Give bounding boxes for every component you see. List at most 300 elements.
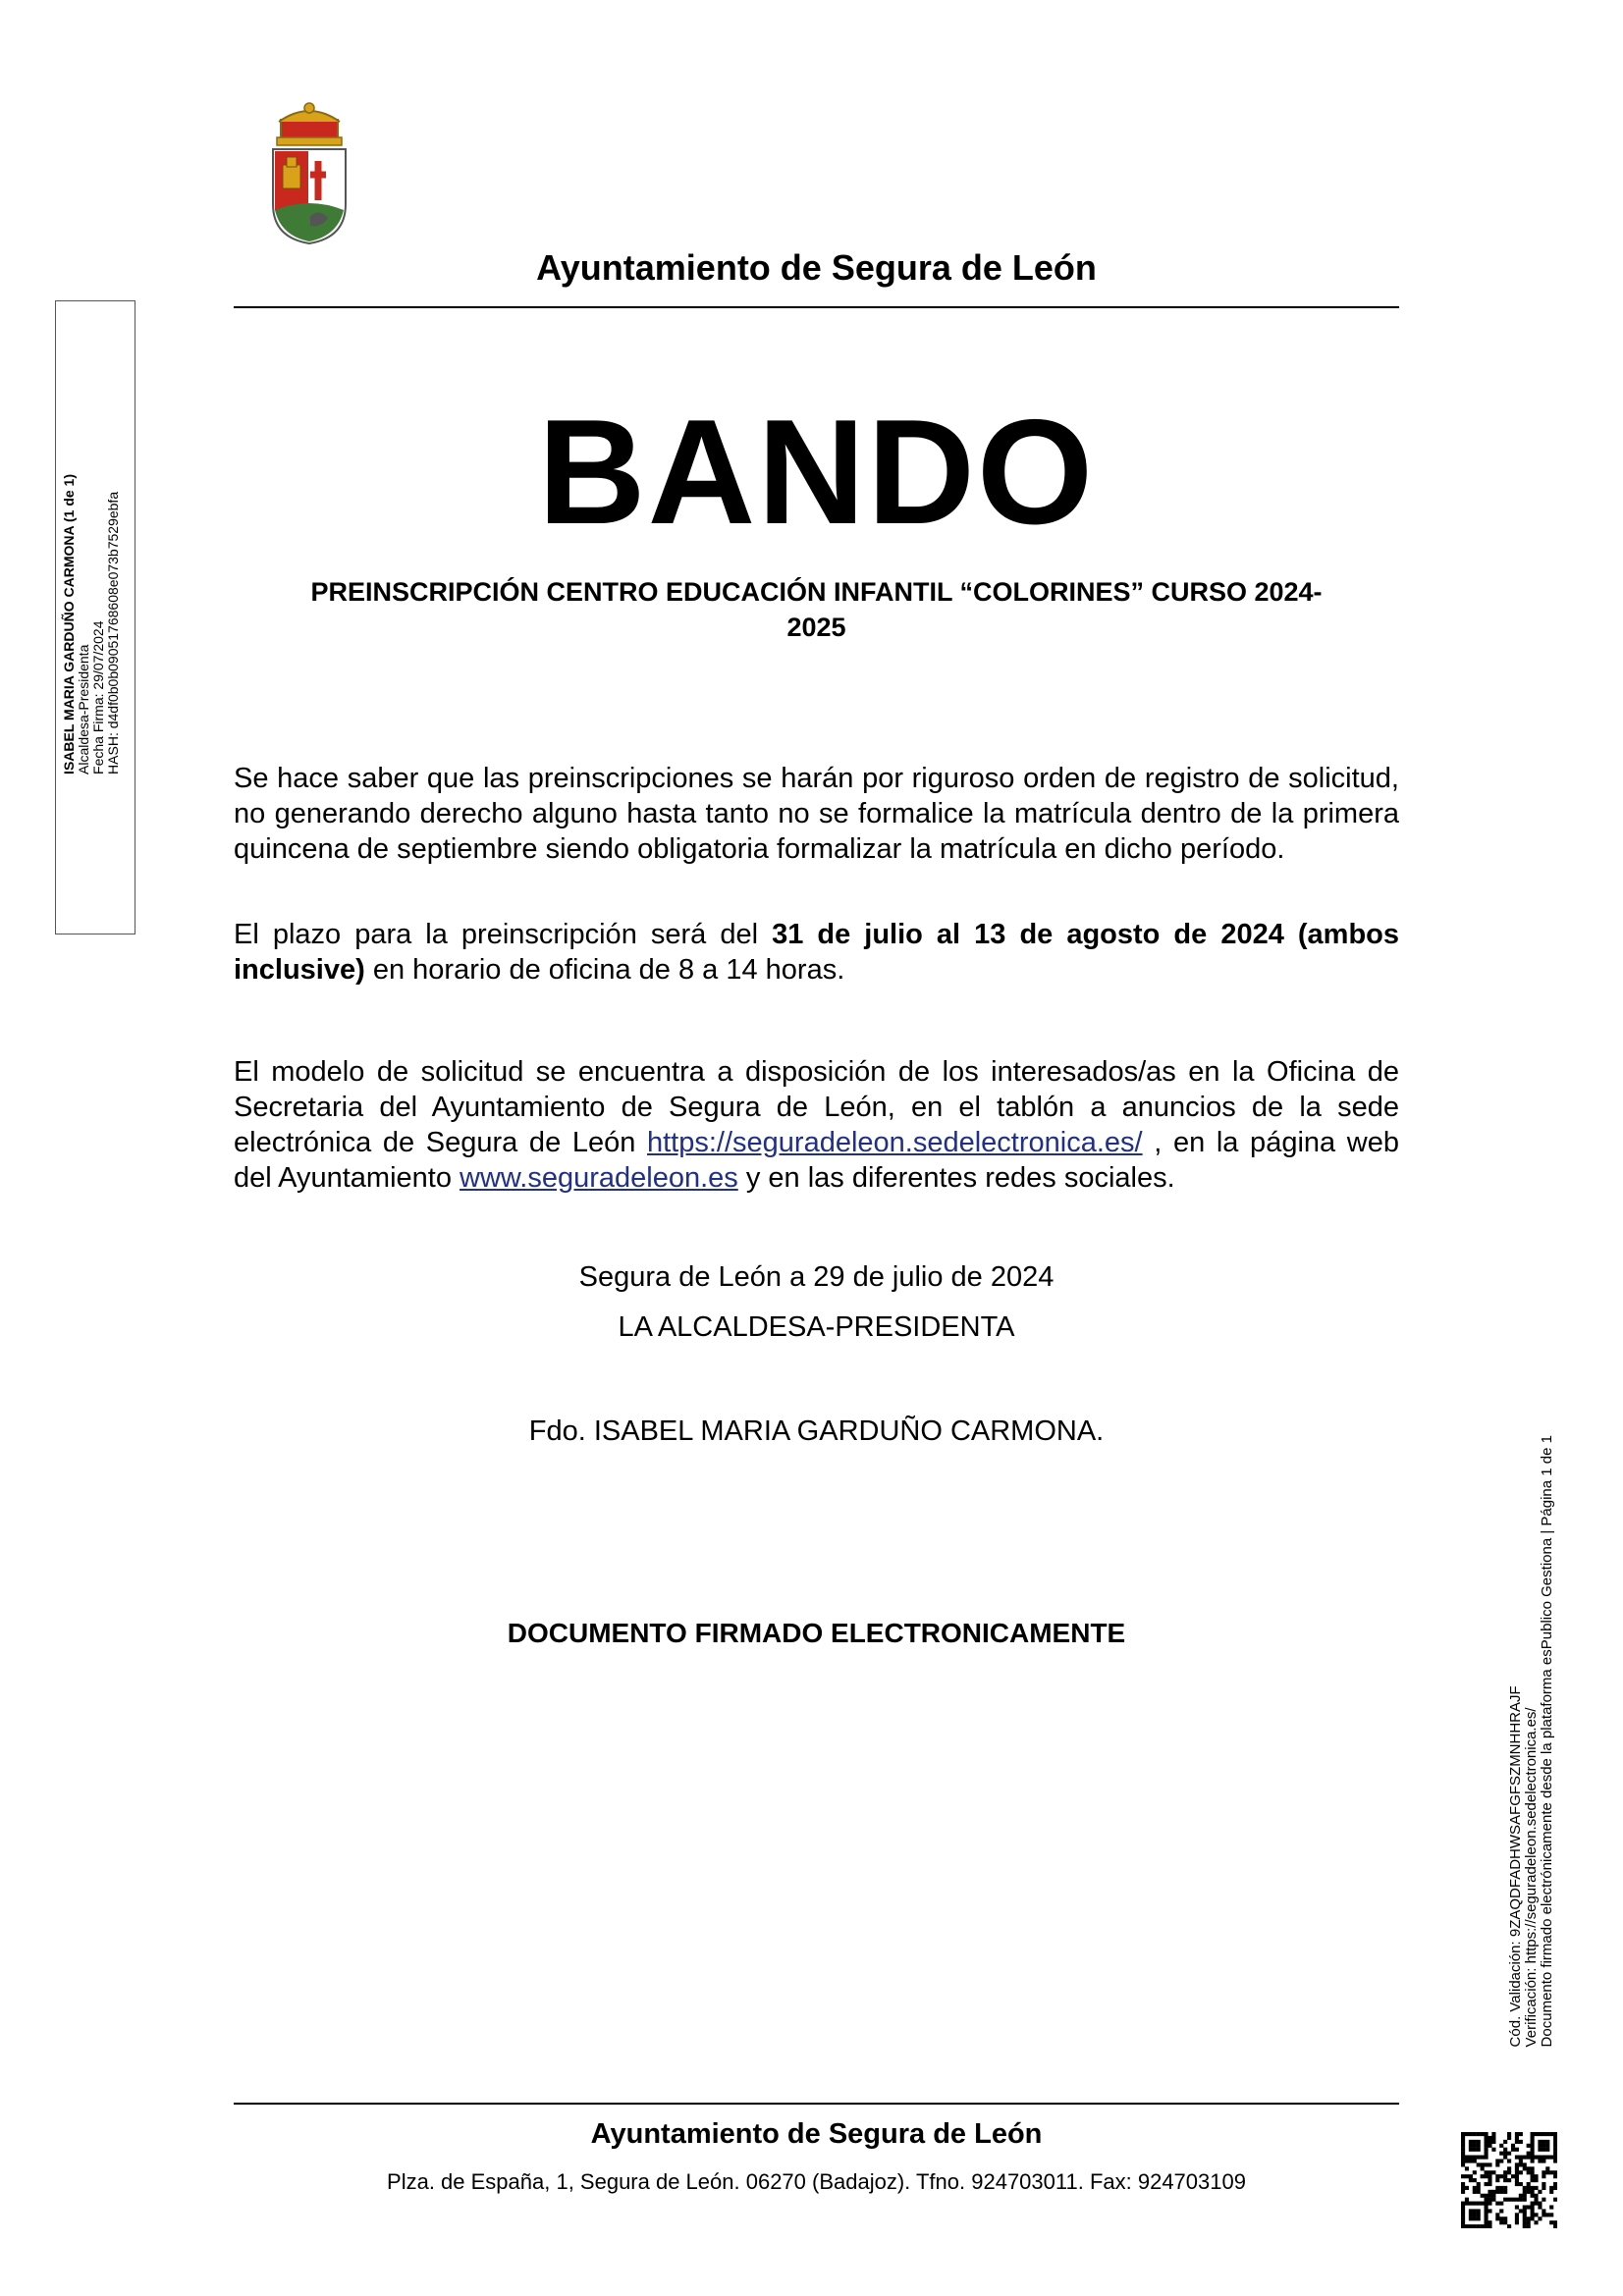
qr-module bbox=[1481, 2224, 1485, 2228]
qr-module bbox=[1499, 2202, 1503, 2206]
qr-module bbox=[1461, 2163, 1465, 2166]
qr-module bbox=[1553, 2198, 1557, 2202]
signature-hash: HASH: d4df0b0b09051768608e073b7529ebfa bbox=[105, 491, 121, 774]
qr-module bbox=[1519, 2159, 1523, 2163]
qr-module bbox=[1488, 2202, 1491, 2206]
qr-module bbox=[1488, 2224, 1491, 2228]
qr-module bbox=[1499, 2152, 1503, 2156]
qr-module bbox=[1499, 2174, 1503, 2178]
qr-module bbox=[1553, 2140, 1557, 2144]
qr-module bbox=[1485, 2209, 1488, 2213]
qr-module bbox=[1477, 2132, 1481, 2136]
qr-module bbox=[1461, 2205, 1465, 2209]
validation-text bbox=[1508, 1435, 1555, 2047]
qr-module bbox=[1488, 2209, 1491, 2213]
qr-module bbox=[1485, 2216, 1488, 2220]
qr-module bbox=[1473, 2159, 1477, 2163]
qr-module bbox=[1545, 2140, 1549, 2144]
qr-module bbox=[1553, 2152, 1557, 2156]
qr-module bbox=[1534, 2202, 1538, 2206]
qr-module bbox=[1495, 2213, 1499, 2216]
qr-module bbox=[1515, 2178, 1519, 2182]
qr-module bbox=[1495, 2216, 1499, 2220]
qr-module bbox=[1545, 2213, 1549, 2216]
qr-module bbox=[1519, 2182, 1523, 2186]
signer-role-title: LA ALCALDESA-PRESIDENTA bbox=[618, 1311, 1015, 1343]
qr-module bbox=[1495, 2202, 1499, 2206]
qr-module bbox=[1469, 2216, 1473, 2220]
qr-module bbox=[1538, 2159, 1542, 2163]
qr-module bbox=[1523, 2163, 1527, 2166]
qr-module bbox=[1531, 2186, 1535, 2190]
qr-module bbox=[1527, 2205, 1531, 2209]
qr-module bbox=[1523, 2156, 1527, 2160]
qr-module bbox=[1534, 2194, 1538, 2198]
qr-module bbox=[1531, 2144, 1535, 2148]
qr-module bbox=[1499, 2220, 1503, 2224]
qr-module bbox=[1553, 2224, 1557, 2228]
qr-module bbox=[1519, 2194, 1523, 2198]
qr-module bbox=[1519, 2140, 1523, 2144]
qr-module bbox=[1495, 2159, 1499, 2163]
qr-module bbox=[1477, 2202, 1481, 2206]
qr-module bbox=[1538, 2148, 1542, 2152]
qr-module bbox=[1527, 2156, 1531, 2160]
form-text-1: El modelo de solicitud se encuentra a disposición de los interesados/as en la Oficina de Secretaria del Ayuntamiento de Segura de León, en el tablón a anuncios de la sede electrónica de Segura de León bbox=[234, 1056, 1399, 1158]
qr-module bbox=[1491, 2132, 1495, 2136]
qr-module bbox=[1473, 2170, 1477, 2174]
qr-module bbox=[1481, 2163, 1485, 2166]
qr-module bbox=[1491, 2140, 1495, 2144]
qr-module bbox=[1515, 2140, 1519, 2144]
footer-divider bbox=[234, 2103, 1399, 2105]
qr-module bbox=[1527, 2170, 1531, 2174]
qr-module bbox=[1553, 2132, 1557, 2136]
qr-module bbox=[1545, 2144, 1549, 2148]
qr-module bbox=[1473, 2132, 1477, 2136]
qr-module bbox=[1503, 2216, 1507, 2220]
qr-module bbox=[1507, 2198, 1511, 2202]
qr-module bbox=[1477, 2216, 1481, 2220]
qr-module bbox=[1495, 2190, 1499, 2194]
qr-module bbox=[1469, 2148, 1473, 2152]
qr-module bbox=[1495, 2163, 1499, 2166]
qr-module bbox=[1538, 2144, 1542, 2148]
qr-module bbox=[1503, 2152, 1507, 2156]
qr-module bbox=[1531, 2216, 1535, 2220]
qr-module bbox=[1523, 2224, 1527, 2228]
qr-module bbox=[1485, 2174, 1488, 2178]
qr-module bbox=[1515, 2163, 1519, 2166]
qr-module bbox=[1477, 2224, 1481, 2228]
qr-module bbox=[1485, 2163, 1488, 2166]
qr-module bbox=[1507, 2166, 1511, 2170]
qr-module bbox=[1488, 2182, 1491, 2186]
qr-module bbox=[1465, 2202, 1469, 2206]
qr-module bbox=[1553, 2148, 1557, 2152]
qr-module bbox=[1461, 2213, 1465, 2216]
qr-module bbox=[1477, 2213, 1481, 2216]
qr-module bbox=[1519, 2132, 1523, 2136]
qr-module bbox=[1534, 2174, 1538, 2178]
validation-platform: Documento firmado electrónicamente desde la plataforma esPublico Gestiona | Página 1 de 1 bbox=[1539, 1435, 1555, 2048]
subtitle-line-1: PREINSCRIPCIÓN CENTRO EDUCACIÓN INFANTIL “COLORINES” CURSO 2024- bbox=[310, 577, 1323, 607]
qr-module bbox=[1515, 2198, 1519, 2202]
qr-module bbox=[1534, 2156, 1538, 2160]
document-subtitle bbox=[234, 574, 1399, 645]
qr-module bbox=[1473, 2216, 1477, 2220]
qr-module bbox=[1473, 2209, 1477, 2213]
signer-name: ISABEL MARIA GARDUÑO CARMONA (1 de 1) bbox=[61, 474, 77, 774]
qr-module bbox=[1531, 2136, 1535, 2140]
qr-module bbox=[1461, 2182, 1465, 2186]
qr-module bbox=[1465, 2159, 1469, 2163]
qr-module bbox=[1542, 2140, 1545, 2144]
header-title: Ayuntamiento de Segura de León bbox=[536, 247, 1097, 288]
qr-module bbox=[1511, 2198, 1515, 2202]
qr-module bbox=[1542, 2170, 1545, 2174]
place-date: Segura de León a 29 de julio de 2024 bbox=[578, 1261, 1055, 1293]
qr-module bbox=[1499, 2209, 1503, 2213]
qr-module bbox=[1507, 2159, 1511, 2163]
qr-module bbox=[1465, 2156, 1469, 2160]
qr-module bbox=[1542, 2209, 1545, 2213]
qr-module bbox=[1527, 2224, 1531, 2228]
qr-module bbox=[1473, 2186, 1477, 2190]
qr-module bbox=[1523, 2205, 1527, 2209]
paragraph-period bbox=[234, 917, 1399, 988]
qr-module bbox=[1549, 2190, 1553, 2194]
qr-module bbox=[1549, 2186, 1553, 2190]
sede-electronica-link[interactable]: https://seguradeleon.sedelectronica.es/ bbox=[647, 1127, 1143, 1158]
qr-module bbox=[1488, 2174, 1491, 2178]
paragraph-application-form bbox=[234, 1054, 1399, 1196]
signed-notice: DOCUMENTO FIRMADO ELECTRONICAMENTE bbox=[507, 1618, 1126, 1648]
qr-module bbox=[1549, 2213, 1553, 2216]
qr-module bbox=[1461, 2224, 1465, 2228]
qr-module bbox=[1511, 2148, 1515, 2152]
period-prefix: El plazo para la preinscripción será del bbox=[234, 919, 773, 950]
qr-module bbox=[1503, 2186, 1507, 2190]
qr-module bbox=[1485, 2152, 1488, 2156]
qr-module bbox=[1519, 2170, 1523, 2174]
qr-module bbox=[1488, 2198, 1491, 2202]
qr-module bbox=[1531, 2178, 1535, 2182]
qr-module bbox=[1534, 2186, 1538, 2190]
qr-module bbox=[1499, 2216, 1503, 2220]
qr-module bbox=[1515, 2132, 1519, 2136]
qr-module bbox=[1477, 2148, 1481, 2152]
signature-text bbox=[62, 474, 121, 774]
qr-module bbox=[1491, 2190, 1495, 2194]
qr-module bbox=[1515, 2148, 1519, 2152]
qr-module bbox=[1469, 2140, 1473, 2144]
qr-module bbox=[1469, 2174, 1473, 2178]
qr-module bbox=[1488, 2140, 1491, 2144]
qr-module bbox=[1485, 2136, 1488, 2140]
qr-module bbox=[1485, 2194, 1488, 2198]
qr-module bbox=[1507, 2170, 1511, 2174]
qr-module bbox=[1485, 2224, 1488, 2228]
qr-module bbox=[1545, 2156, 1549, 2160]
qr-module bbox=[1495, 2174, 1499, 2178]
qr-module bbox=[1531, 2148, 1535, 2152]
qr-module bbox=[1485, 2205, 1488, 2209]
qr-module bbox=[1553, 2186, 1557, 2190]
qr-module bbox=[1542, 2159, 1545, 2163]
qr-module bbox=[1531, 2194, 1535, 2198]
qr-module bbox=[1531, 2132, 1535, 2136]
qr-module bbox=[1553, 2144, 1557, 2148]
qr-module bbox=[1473, 2148, 1477, 2152]
qr-module bbox=[1527, 2152, 1531, 2156]
period-suffix: en horario de oficina de 8 a 14 horas. bbox=[364, 954, 845, 986]
qr-module bbox=[1553, 2174, 1557, 2178]
qr-module bbox=[1481, 2174, 1485, 2178]
qr-module bbox=[1545, 2132, 1549, 2136]
qr-module bbox=[1538, 2156, 1542, 2160]
qr-module bbox=[1538, 2205, 1542, 2209]
qr-module bbox=[1473, 2213, 1477, 2216]
qr-module bbox=[1495, 2186, 1499, 2190]
qr-module bbox=[1465, 2186, 1469, 2190]
qr-code-icon bbox=[1461, 2132, 1557, 2228]
qr-module bbox=[1477, 2156, 1481, 2160]
qr-module bbox=[1515, 2216, 1519, 2220]
qr-module bbox=[1531, 2213, 1535, 2216]
qr-module bbox=[1491, 2136, 1495, 2140]
qr-module bbox=[1531, 2190, 1535, 2194]
qr-module bbox=[1461, 2148, 1465, 2152]
qr-module bbox=[1527, 2220, 1531, 2224]
qr-module bbox=[1488, 2136, 1491, 2140]
qr-module bbox=[1515, 2182, 1519, 2186]
qr-module bbox=[1461, 2136, 1465, 2140]
qr-module bbox=[1461, 2174, 1465, 2178]
qr-module bbox=[1515, 2156, 1519, 2160]
qr-module bbox=[1523, 2216, 1527, 2220]
qr-module bbox=[1485, 2144, 1488, 2148]
qr-module bbox=[1477, 2163, 1481, 2166]
qr-module bbox=[1473, 2156, 1477, 2160]
qr-module bbox=[1461, 2186, 1465, 2190]
qr-module bbox=[1545, 2148, 1549, 2152]
qr-module bbox=[1461, 2144, 1465, 2148]
qr-module bbox=[1549, 2156, 1553, 2160]
qr-module bbox=[1469, 2159, 1473, 2163]
form-text-3: y en las diferentes redes sociales. bbox=[737, 1162, 1175, 1194]
qr-module bbox=[1488, 2178, 1491, 2182]
qr-module bbox=[1515, 2170, 1519, 2174]
qr-module bbox=[1511, 2174, 1515, 2178]
qr-module bbox=[1495, 2178, 1499, 2182]
qr-module bbox=[1461, 2156, 1465, 2160]
signature-box bbox=[55, 300, 135, 934]
qr-module bbox=[1503, 2170, 1507, 2174]
qr-module bbox=[1553, 2220, 1557, 2224]
qr-module bbox=[1507, 2224, 1511, 2228]
qr-module bbox=[1491, 2198, 1495, 2202]
qr-module bbox=[1477, 2140, 1481, 2144]
qr-module bbox=[1531, 2152, 1535, 2156]
qr-module bbox=[1523, 2209, 1527, 2213]
qr-module bbox=[1534, 2178, 1538, 2182]
qr-module bbox=[1507, 2136, 1511, 2140]
qr-module bbox=[1503, 2178, 1507, 2182]
qr-module bbox=[1469, 2209, 1473, 2213]
qr-module bbox=[1488, 2194, 1491, 2198]
website-link[interactable]: www.seguradeleon.es bbox=[460, 1162, 738, 1194]
signer-role: Alcaldesa-Presidenta bbox=[76, 644, 91, 774]
qr-module bbox=[1465, 2224, 1469, 2228]
qr-module bbox=[1461, 2216, 1465, 2220]
qr-module bbox=[1507, 2178, 1511, 2182]
qr-module bbox=[1553, 2170, 1557, 2174]
qr-module bbox=[1542, 2144, 1545, 2148]
qr-module bbox=[1477, 2144, 1481, 2148]
qr-module bbox=[1473, 2140, 1477, 2144]
validation-code: Cód. Validación: 9ZAQDFADHWSAFGFSZMNHHRAJF bbox=[1507, 1685, 1524, 2048]
qr-module bbox=[1503, 2220, 1507, 2224]
qr-module bbox=[1531, 2140, 1535, 2144]
qr-module bbox=[1553, 2156, 1557, 2160]
qr-module bbox=[1488, 2170, 1491, 2174]
qr-module bbox=[1542, 2186, 1545, 2190]
qr-module bbox=[1527, 2216, 1531, 2220]
qr-module bbox=[1534, 2213, 1538, 2216]
qr-module bbox=[1485, 2148, 1488, 2152]
qr-module bbox=[1553, 2159, 1557, 2163]
qr-module bbox=[1461, 2132, 1465, 2136]
qr-module bbox=[1485, 2182, 1488, 2186]
qr-module bbox=[1531, 2174, 1535, 2178]
qr-module bbox=[1461, 2140, 1465, 2144]
qr-module bbox=[1481, 2194, 1485, 2198]
qr-module bbox=[1485, 2156, 1488, 2160]
qr-module bbox=[1549, 2220, 1553, 2224]
qr-module bbox=[1473, 2190, 1477, 2194]
qr-module bbox=[1531, 2159, 1535, 2163]
qr-module bbox=[1485, 2213, 1488, 2216]
qr-module bbox=[1503, 2190, 1507, 2194]
qr-module bbox=[1523, 2186, 1527, 2190]
qr-module bbox=[1461, 2159, 1465, 2163]
qr-module bbox=[1531, 2170, 1535, 2174]
qr-module bbox=[1469, 2178, 1473, 2182]
qr-module bbox=[1534, 2198, 1538, 2202]
qr-module bbox=[1499, 2186, 1503, 2190]
qr-module bbox=[1527, 2186, 1531, 2190]
qr-module bbox=[1515, 2205, 1519, 2209]
qr-module bbox=[1542, 2198, 1545, 2202]
qr-module bbox=[1538, 2132, 1542, 2136]
paragraph-registration: Se hace saber que las preinscripciones se harán por riguroso orden de registro de solicitud, no generando derecho alguno hasta tanto no se formalice la matrícula dentro de la primera quincena de septiembre siendo obligatoria formalizar la matrícula en dicho período. bbox=[234, 763, 1399, 865]
qr-module bbox=[1511, 2144, 1515, 2148]
qr-module bbox=[1491, 2194, 1495, 2198]
qr-module bbox=[1538, 2202, 1542, 2206]
qr-module bbox=[1549, 2132, 1553, 2136]
qr-module bbox=[1531, 2209, 1535, 2213]
period-dates: 31 de julio al 13 de agosto de 2024 (ambos inclusive) bbox=[234, 919, 1400, 986]
qr-module bbox=[1481, 2156, 1485, 2160]
qr-module bbox=[1538, 2140, 1542, 2144]
qr-module bbox=[1503, 2156, 1507, 2160]
qr-module bbox=[1469, 2213, 1473, 2216]
form-text-2: , en la página web del Ayuntamiento bbox=[234, 1127, 1399, 1194]
qr-module bbox=[1519, 2209, 1523, 2213]
footer-address: Plza. de España, 1, Segura de León. 06270 (Badajoz). Tfno. 924703011. Fax: 924703109 bbox=[387, 2169, 1246, 2194]
qr-module bbox=[1469, 2224, 1473, 2228]
qr-module bbox=[1542, 2156, 1545, 2160]
qr-module bbox=[1477, 2182, 1481, 2186]
qr-module bbox=[1553, 2182, 1557, 2186]
qr-module bbox=[1553, 2136, 1557, 2140]
qr-module bbox=[1485, 2132, 1488, 2136]
qr-module bbox=[1515, 2166, 1519, 2170]
qr-module bbox=[1503, 2174, 1507, 2178]
qr-module bbox=[1545, 2170, 1549, 2174]
qr-module bbox=[1491, 2148, 1495, 2152]
qr-module bbox=[1503, 2198, 1507, 2202]
qr-module bbox=[1527, 2166, 1531, 2170]
qr-module bbox=[1515, 2174, 1519, 2178]
qr-module bbox=[1531, 2205, 1535, 2209]
qr-module bbox=[1488, 2144, 1491, 2148]
qr-module bbox=[1519, 2156, 1523, 2160]
qr-module bbox=[1503, 2140, 1507, 2144]
qr-module bbox=[1519, 2198, 1523, 2202]
qr-module bbox=[1515, 2136, 1519, 2140]
qr-module bbox=[1531, 2156, 1535, 2160]
qr-module bbox=[1527, 2144, 1531, 2148]
qr-module bbox=[1523, 2194, 1527, 2198]
header-divider bbox=[234, 306, 1399, 308]
subtitle-line-2: 2025 bbox=[786, 613, 846, 642]
qr-module bbox=[1549, 2205, 1553, 2209]
qr-module bbox=[1473, 2202, 1477, 2206]
qr-module bbox=[1523, 2220, 1527, 2224]
qr-module bbox=[1538, 2190, 1542, 2194]
qr-module bbox=[1461, 2209, 1465, 2213]
qr-module bbox=[1485, 2198, 1488, 2202]
qr-module bbox=[1485, 2170, 1488, 2174]
qr-module bbox=[1515, 2213, 1519, 2216]
qr-module bbox=[1507, 2132, 1511, 2136]
qr-module bbox=[1527, 2190, 1531, 2194]
qr-module bbox=[1519, 2163, 1523, 2166]
qr-module bbox=[1542, 2174, 1545, 2178]
qr-module bbox=[1473, 2224, 1477, 2228]
document-heading: BANDO bbox=[537, 389, 1096, 556]
qr-module bbox=[1485, 2220, 1488, 2224]
qr-module bbox=[1461, 2190, 1465, 2194]
qr-module bbox=[1538, 2216, 1542, 2220]
qr-module bbox=[1531, 2166, 1535, 2170]
qr-module bbox=[1473, 2178, 1477, 2182]
qr-module bbox=[1499, 2190, 1503, 2194]
qr-module bbox=[1477, 2209, 1481, 2213]
qr-module bbox=[1469, 2144, 1473, 2148]
qr-module bbox=[1477, 2186, 1481, 2190]
qr-module bbox=[1507, 2152, 1511, 2156]
qr-module bbox=[1485, 2202, 1488, 2206]
qr-module bbox=[1485, 2140, 1488, 2144]
qr-module bbox=[1549, 2170, 1553, 2174]
qr-module bbox=[1542, 2182, 1545, 2186]
qr-module bbox=[1488, 2190, 1491, 2194]
qr-module bbox=[1488, 2220, 1491, 2224]
qr-module bbox=[1481, 2132, 1485, 2136]
